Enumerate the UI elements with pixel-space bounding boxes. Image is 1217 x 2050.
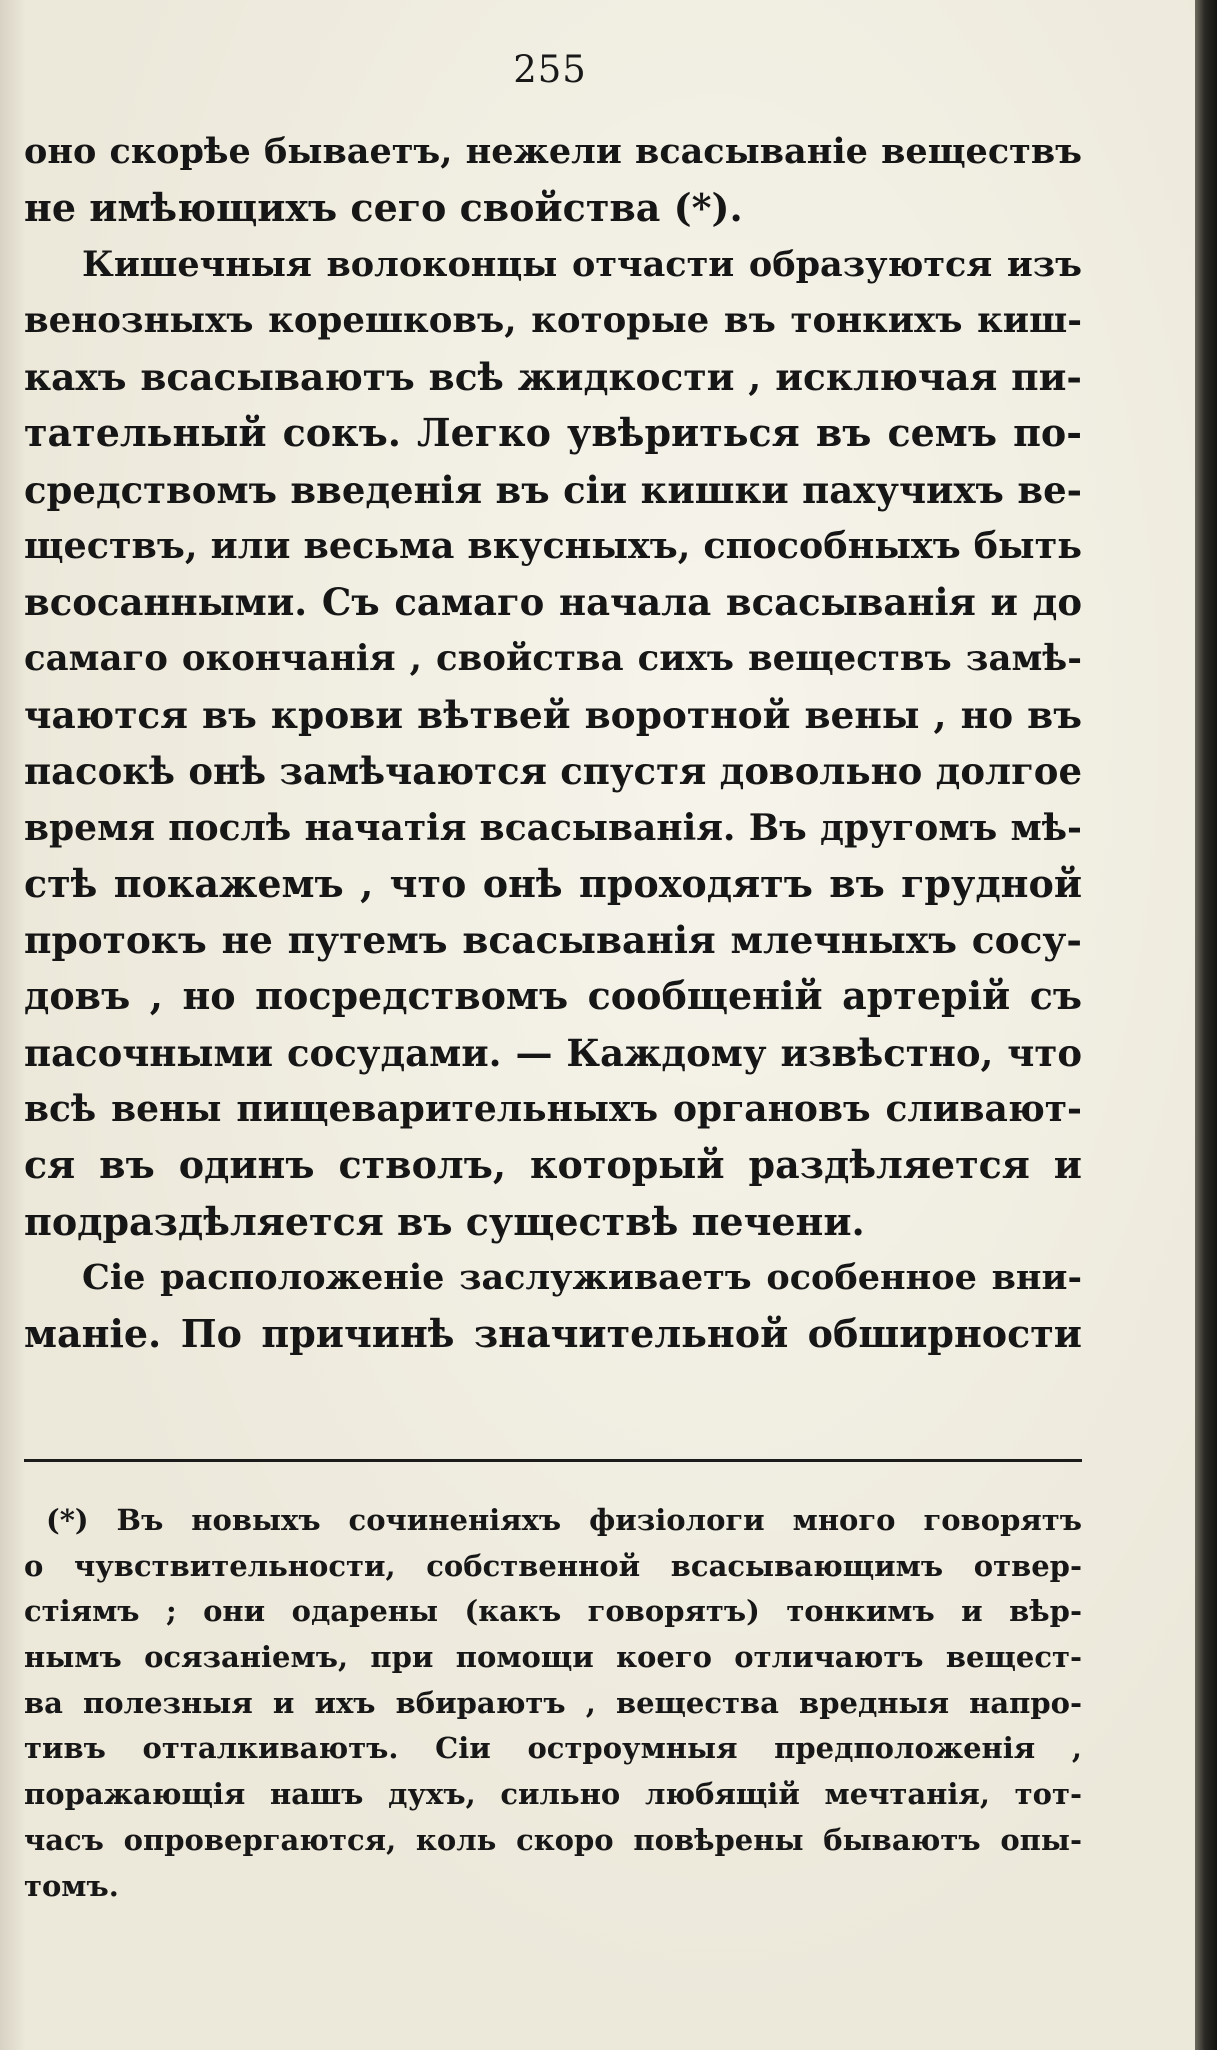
text-line: оно скорѣе бываетъ, нежели всасыванiе веществъ <box>24 131 1082 172</box>
text-line: протокъ не путемъ всасыванiя млечныхъ сосу- <box>24 918 1082 963</box>
text-line: чаются въ крови вѣтвей воротной вены , но въ <box>24 692 1082 737</box>
footnote-line: о чувствительности, собственной всасывающимъ отвер- <box>24 1548 1082 1583</box>
text-line: пасокѣ онѣ замѣчаются спустя довольно долгое <box>24 749 1082 794</box>
text-line: тательный сокъ. Легко увѣриться въ семъ по- <box>24 410 1082 456</box>
book-gutter-edge <box>1195 0 1217 2050</box>
text-line: Кишечныя волоконцы отчасти образуются изъ <box>82 243 1082 285</box>
footnote-divider <box>24 1459 1082 1462</box>
text-line: довъ , но посредствомъ сообщенiй артерiй съ <box>24 973 1082 1019</box>
text-line: время послѣ начатiя всасыванiя. Въ другомъ мѣ- <box>24 806 1082 849</box>
footnote-line: ва полезныя и ихъ вбираютъ , вещества вредныя напро- <box>24 1685 1082 1720</box>
footnote-line: стiямъ ; они одарены (какъ говорятъ) тонкимъ и вѣр- <box>24 1594 1082 1629</box>
text-line: средствомъ введенiя въ сiи кишки пахучихъ ве- <box>24 467 1082 512</box>
main-text <box>24 124 1082 1363</box>
text-line: манiе. По причинѣ значительной обширности <box>24 1311 1082 1357</box>
footnote-line: тивъ отталкиваютъ. Сiи остроумныя предположенiя , <box>24 1731 1082 1766</box>
text-line: подраздѣляется въ существѣ печени. <box>24 1198 865 1244</box>
text-line: самаго окончанiя , свойства сихъ веществъ замѣ- <box>24 637 1082 679</box>
text-line: ществъ, или весьма вкусныхъ, способныхъ быть <box>24 524 1082 568</box>
footnote-line: томъ. <box>24 1868 119 1903</box>
text-line: Сiе расположенiе заслуживаетъ особенное вни- <box>82 1256 1082 1298</box>
page-number: 255 <box>513 48 587 91</box>
text-line: не имѣющихъ сего свойства (*). <box>24 185 743 231</box>
footnote <box>24 1498 1082 1909</box>
footnote-line: нымъ осязанiемъ, при помощи коего отличаютъ вещест- <box>24 1640 1082 1675</box>
text-line: кахъ всасываютъ всѣ жидкости , исключая пи- <box>24 355 1082 400</box>
text-line: всосанными. Съ самаго начала всасыванiя и до <box>24 580 1082 625</box>
footnote-line: (*) Въ новыхъ сочиненiяхъ физiологи много говорятъ <box>46 1503 1082 1537</box>
footnote-line: часъ опровергаются, коль скоро повѣрены бываютъ опы- <box>24 1822 1082 1857</box>
text-line: ся въ одинъ стволъ, который раздѣляется и <box>24 1142 1082 1188</box>
text-line: всѣ вены пищеварительныхъ органовъ сливают- <box>24 1088 1082 1131</box>
text-line: пасочными сосудами. — Каждому извѣстно, что <box>24 1030 1082 1075</box>
footnote-line: поражающiя нашъ духъ, сильно любящiй мечтанiя, тот- <box>24 1777 1082 1812</box>
text-line: стѣ покажемъ , что онѣ проходятъ въ грудной <box>24 860 1082 906</box>
text-line: венозныхъ корешковъ, которые въ тонкихъ киш- <box>24 299 1082 341</box>
